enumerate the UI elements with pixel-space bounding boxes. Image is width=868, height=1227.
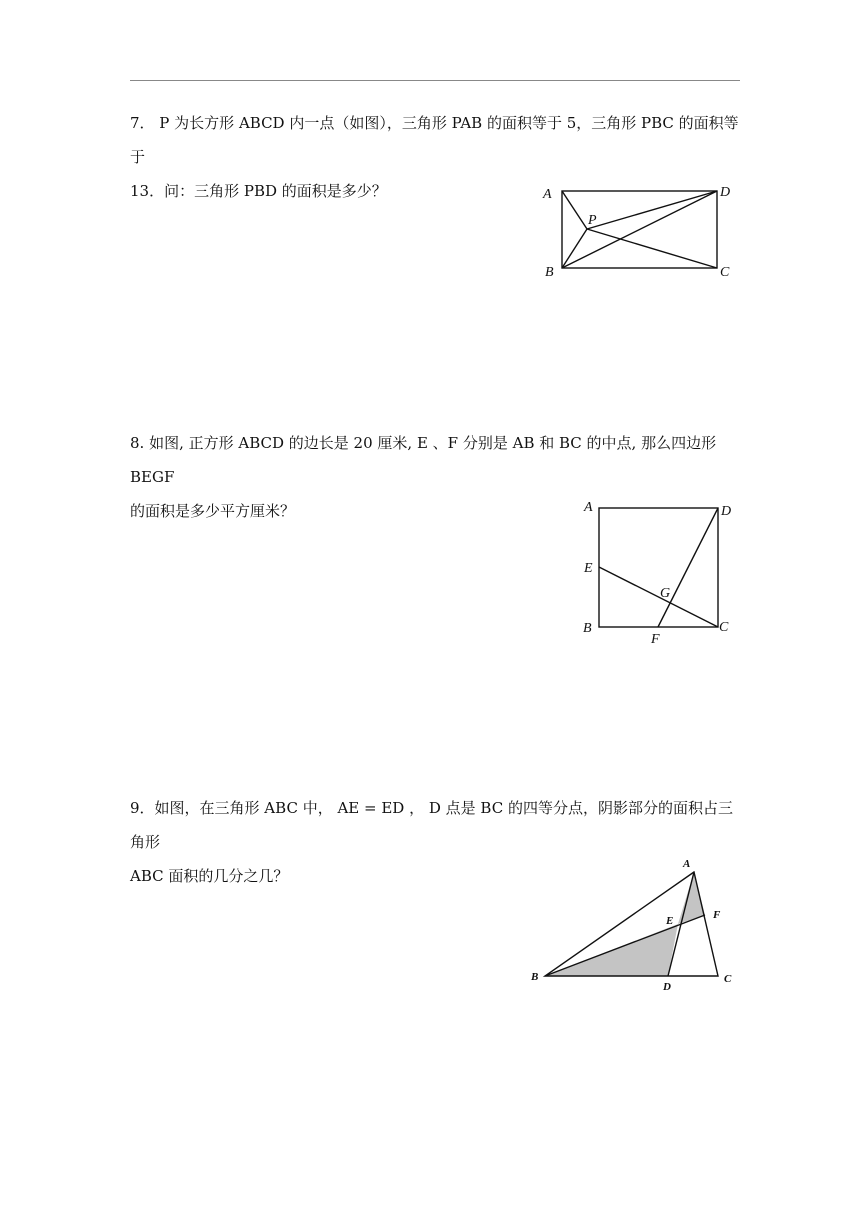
label-e: E [666, 915, 674, 927]
label-c: C [719, 620, 729, 635]
label-c: C [720, 265, 730, 280]
label-b: B [531, 971, 539, 983]
label-e: E [584, 561, 593, 576]
label-d: D [663, 981, 671, 993]
question-8-line-1: 8. 如图, 正方形 ABCD 的边长是 20 厘米, E 、F 分别是 AB 和 BC 的中点, 那么四边形 BEGF [130, 434, 717, 486]
label-f: F [713, 909, 721, 921]
question-7-line-1: 7． P 为长方形 ABCD 内一点（如图），三角形 PAB 的面积等于 5，三角形 PBC 的面积等于 [130, 114, 739, 166]
segment-df [658, 508, 718, 627]
header-rule [130, 80, 740, 81]
label-f: F [651, 632, 660, 647]
label-d: D [721, 504, 732, 519]
segment-ec [599, 567, 718, 627]
label-c: C [724, 973, 732, 985]
label-g: G [660, 586, 671, 601]
segment-pa [562, 191, 587, 229]
square-abcd [599, 508, 718, 627]
label-b: B [583, 621, 592, 636]
segment-pc [587, 229, 717, 268]
label-b: B [545, 265, 554, 280]
label-a: A [683, 858, 691, 870]
label-a: A [584, 500, 593, 515]
diagonal-bd [562, 191, 717, 268]
figure-q9-triangle [525, 852, 745, 997]
question-9-line-2: ABC 面积的几分之几？ [130, 867, 289, 885]
question-7-line-2: 13．问：三角形 PBD 的面积是多少？ [130, 182, 387, 200]
label-a: A [543, 187, 552, 202]
question-8-line-2: 的面积是多少平方厘米？ [130, 502, 296, 520]
label-p: P [588, 213, 597, 228]
question-9-line-1: 9．如图，在三角形 ABC 中， AE = ED ， D 点是 BC 的四等分点，阴影部分的面积占三角形 [130, 799, 733, 851]
figure-q8-square [575, 495, 745, 650]
label-d: D [720, 185, 731, 200]
figure-q7-rectangle [535, 180, 745, 285]
